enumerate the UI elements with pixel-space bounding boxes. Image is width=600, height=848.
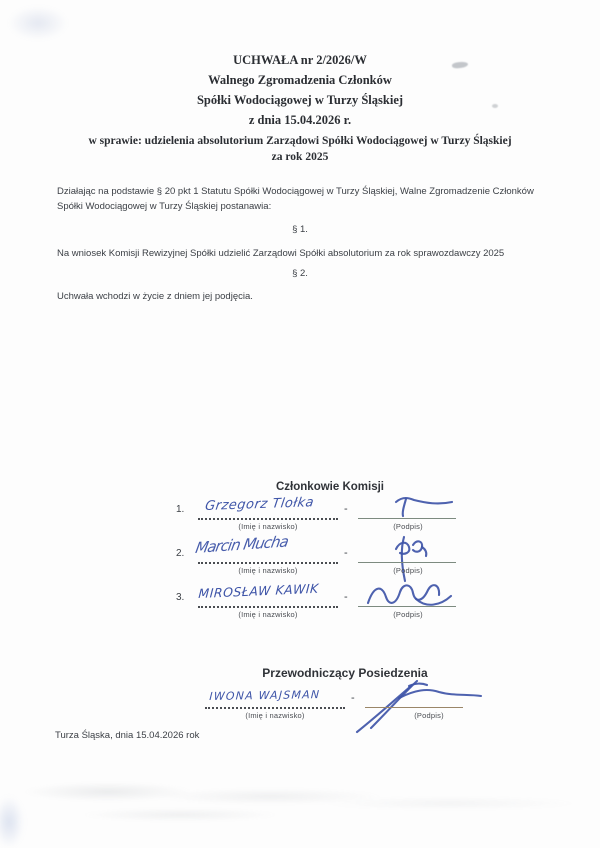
section-1-text: Na wniosek Komisji Rewizyjnej Spółki udzielić Zarządowi Spółki absolutorium za rok sprawozdawczy 2025 (57, 248, 505, 259)
name-field (198, 497, 338, 537)
place-and-date: Turza Śląska, dnia 15.04.2026 rok (55, 730, 200, 741)
name-label: (Imię i nazwisko) (238, 610, 298, 619)
chairman-heading: Przewodniczący Posiedzenia (262, 666, 428, 680)
handwritten-name: Grzegorz Tlołka (204, 495, 316, 514)
document-title-block (0, 50, 600, 130)
name-field (194, 532, 338, 581)
title-line: Spółki Wodociągowej w Turzy Śląskiej (196, 93, 404, 107)
name-label: (Imię i nazwisko) (245, 711, 305, 720)
name-label: (Imię i nazwisko) (238, 566, 298, 575)
name-line (198, 606, 338, 608)
section-2-text: Uchwała wchodzi w życie z dniem jej podjęcia. (57, 291, 253, 302)
signature-flourish (335, 676, 485, 732)
title-line: UCHWAŁA nr 2/2026/W (233, 53, 367, 67)
signature-line (365, 707, 463, 708)
name-line (205, 707, 345, 709)
signature-line (358, 606, 456, 607)
member-number: 2. (176, 548, 185, 559)
scan-smudge (8, 6, 68, 40)
signature-label: (Podpis) (393, 610, 423, 619)
committee-heading: Członkowie Komisji (276, 481, 384, 493)
separator-dash: - (351, 692, 355, 704)
member-number: 3. (176, 592, 185, 603)
chairman-row (175, 686, 485, 730)
name-label: (Imię i nazwisko) (238, 522, 298, 531)
signature-field (365, 686, 465, 726)
title-line: z dnia 15.04.2026 r. (248, 113, 352, 127)
section-1-heading: § 1. (292, 224, 308, 235)
name-line (198, 518, 338, 520)
subject-line: za rok 2025 (271, 151, 329, 163)
signature-field (358, 541, 458, 581)
name-line (198, 562, 338, 564)
handwritten-name: MIROSŁAW KAWIK (198, 580, 320, 601)
signature-field (358, 585, 458, 625)
signature-label: (Podpis) (414, 711, 444, 720)
handwritten-name: IWONA WAJSMAN (209, 688, 321, 703)
scan-noise-band (0, 778, 600, 824)
scan-smudge (0, 796, 24, 848)
subject-line: w sprawie: udzielenia absolutorium Zarządowi Spółki Wodociągowej w Turzy Śląskiej (88, 135, 512, 147)
signature-line (358, 518, 456, 519)
signature-label: (Podpis) (393, 522, 423, 531)
separator-dash: - (344, 547, 348, 559)
signature-squiggle (376, 491, 456, 525)
member-number: 1. (176, 504, 185, 515)
signature-line (358, 562, 456, 563)
name-field (205, 686, 345, 726)
handwritten-name: Marcin Mucha (194, 532, 290, 557)
section-2-heading: § 2. (292, 268, 308, 279)
committee-member-row-3 (168, 580, 478, 629)
separator-dash: - (344, 591, 348, 603)
intro-paragraph: Działając na podstawie § 20 pkt 1 Statutu Spółki Wodociągowej w Turzy Śląskiej, Walne Zgromadzenie Członków Spółki Wodociągowej w Turzy Śląskiej postanawia: (57, 186, 534, 212)
name-field (198, 580, 338, 625)
signature-field (358, 497, 458, 537)
document-subject (40, 133, 560, 165)
signature-label: (Podpis) (393, 566, 423, 575)
title-line: Walnego Zgromadzenia Członków (208, 73, 392, 87)
separator-dash: - (344, 503, 348, 515)
